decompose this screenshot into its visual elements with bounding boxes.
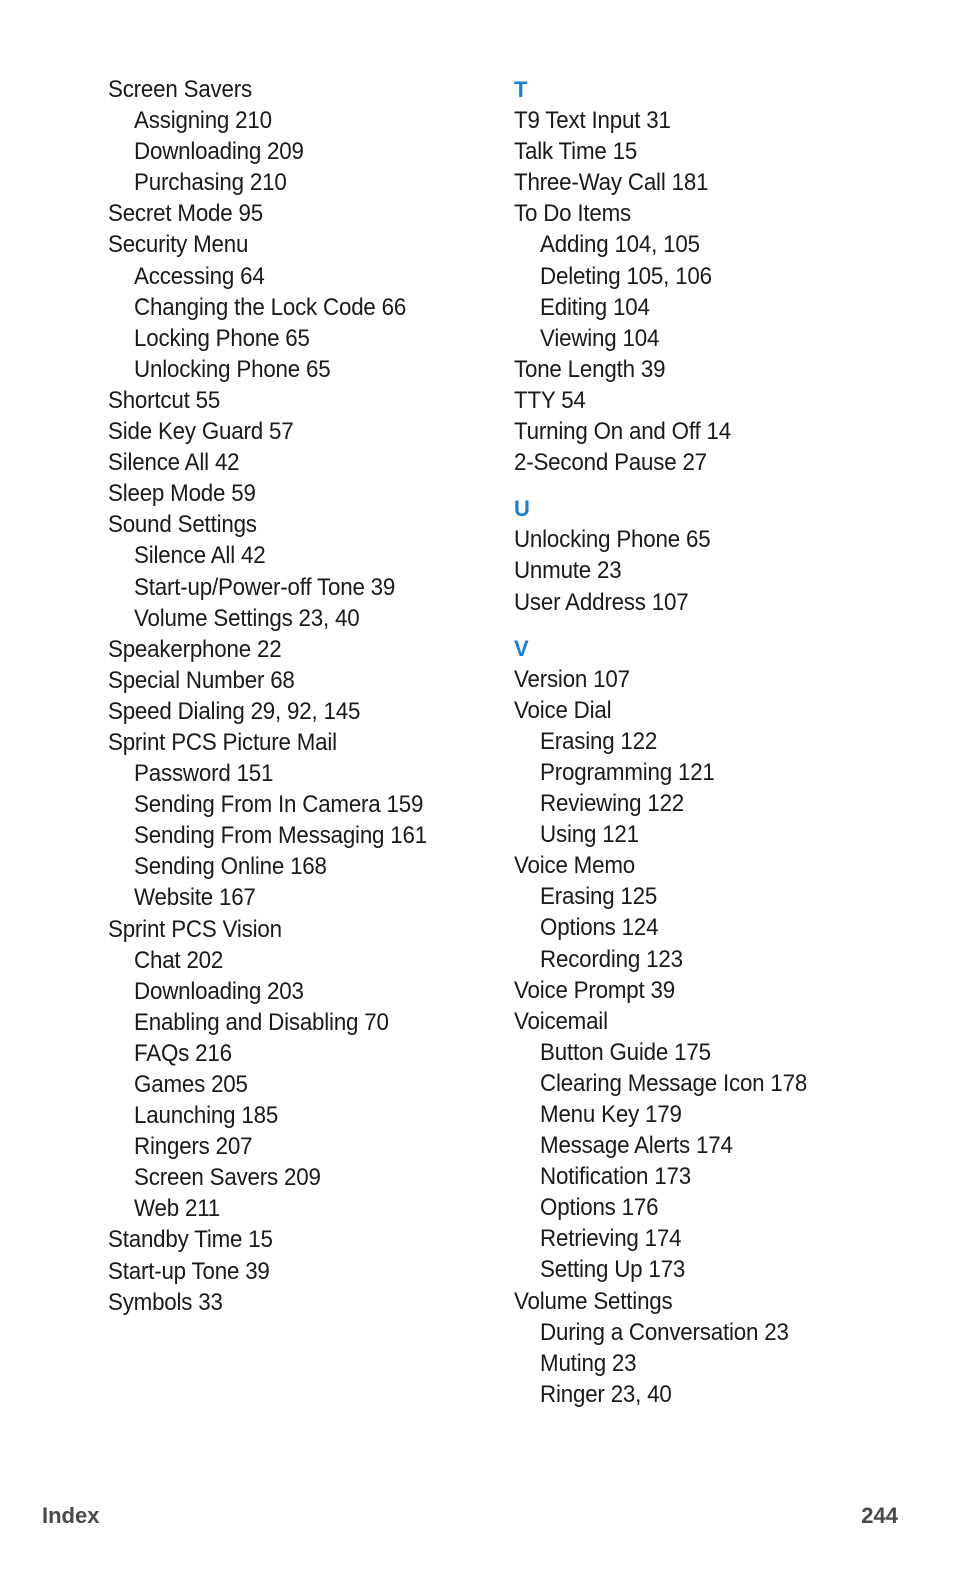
index-subentry: Setting Up 173: [540, 1256, 686, 1284]
index-subentry: Sending From In Camera 159: [134, 791, 424, 819]
index-subentry: Purchasing 210: [134, 169, 287, 197]
index-entry: Special Number 68: [108, 666, 295, 694]
index-subentry: Clearing Message Icon 178: [540, 1069, 808, 1097]
index-entry: Speakerphone 22: [108, 635, 282, 663]
index-subentry: Programming 121: [540, 758, 715, 786]
index-subentry: Start-up/Power-off Tone 39: [134, 573, 396, 601]
index-entry: Sprint PCS Picture Mail: [108, 728, 337, 756]
index-letter-heading: T: [514, 77, 528, 102]
index-subentry: Erasing 125: [540, 883, 658, 911]
index-subentry: Unlocking Phone 65: [134, 355, 331, 383]
index-subentry: Menu Key 179: [540, 1101, 682, 1128]
page-number: 244: [861, 1503, 898, 1528]
index-subentry: Reviewing 122: [540, 790, 685, 818]
index-subentry: Web 211: [134, 1195, 221, 1223]
index-entry: Symbols 33: [108, 1288, 223, 1316]
index-subentry: Chat 202: [134, 946, 224, 974]
index-entry: Voice Prompt 39: [514, 976, 675, 1004]
index-subentry: Muting 23: [540, 1349, 637, 1377]
index-entry: Sprint PCS Vision: [108, 915, 282, 943]
index-subentry: Retrieving 174: [540, 1225, 682, 1253]
index-entry: To Do Items: [514, 200, 632, 228]
index-entry: Talk Time 15: [514, 138, 638, 166]
index-subentry: Sending Online 168: [134, 853, 327, 881]
index-subentry: Password 151: [134, 760, 274, 788]
index-subentry: During a Conversation 23: [540, 1318, 789, 1346]
index-subentry: Recording 123: [540, 945, 683, 973]
index-column-left: [108, 74, 488, 1318]
index-entry: Sleep Mode 59: [108, 480, 256, 508]
index-subentry: Options 124: [540, 914, 659, 942]
index-entry: 2-Second Pause 27: [514, 449, 707, 477]
index-subentry: Silence All 42: [134, 542, 266, 570]
index-subentry: Locking Phone 65: [134, 324, 310, 352]
index-subentry: Using 121: [540, 821, 639, 849]
index-entry: T9 Text Input 31: [514, 107, 671, 135]
index-entry: Voice Dial: [514, 696, 612, 724]
index-subentry: Changing the Lock Code 66: [134, 293, 407, 321]
index-subentry: Downloading 209: [134, 138, 304, 166]
index-entry: Silence All 42: [108, 449, 240, 477]
index-entry: Tone Length 39: [514, 355, 666, 383]
index-subentry: Button Guide 175: [540, 1038, 711, 1066]
index-entry: Security Menu: [108, 231, 249, 259]
index-column-right: [514, 74, 914, 1410]
index-entry: Turning On and Off 14: [514, 418, 731, 446]
index-subentry: Website 167: [134, 884, 256, 912]
index-entry: Start-up Tone 39: [108, 1257, 270, 1285]
index-subentry: Launching 185: [134, 1102, 279, 1130]
index-entry: Unlocking Phone 65: [514, 526, 711, 554]
index-subentry: Notification 173: [540, 1163, 691, 1191]
index-subentry: Adding 104, 105: [540, 231, 700, 259]
section-spacer: [514, 478, 914, 493]
index-letter-heading: V: [514, 635, 529, 661]
index-subentry: Ringers 207: [134, 1133, 253, 1161]
index-subentry: FAQs 216: [134, 1039, 232, 1067]
index-subentry: Sending From Messaging 161: [134, 822, 427, 850]
index-subentry: Games 205: [134, 1071, 248, 1098]
index-subentry: Screen Savers 209: [134, 1164, 321, 1192]
footer-section-label: Index: [42, 1503, 100, 1528]
index-entry: Side Key Guard 57: [108, 418, 294, 446]
index-entry: Unmute 23: [514, 557, 622, 585]
index-subentry: Accessing 64: [134, 262, 265, 290]
index-subentry: Message Alerts 174: [540, 1132, 733, 1160]
index-subentry: Volume Settings 23, 40: [134, 604, 360, 632]
index-subentry: Deleting 105, 106: [540, 262, 712, 290]
index-entry: User Address 107: [514, 588, 689, 616]
index-subentry: Options 176: [540, 1194, 659, 1222]
index-entry: Screen Savers: [108, 76, 252, 103]
index-entry: Voice Memo: [514, 852, 635, 880]
index-subentry: Enabling and Disabling 70: [134, 1008, 389, 1036]
index-entry: Volume Settings: [514, 1287, 673, 1315]
index-subentry: Assigning 210: [134, 107, 272, 135]
index-entry: Voicemail: [514, 1007, 608, 1035]
index-letter-heading: U: [514, 496, 530, 522]
index-subentry: Editing 104: [540, 293, 650, 321]
index-entry: Standby Time 15: [108, 1226, 273, 1254]
index-entry: Version 107: [514, 665, 630, 693]
index-entry: Secret Mode 95: [108, 200, 263, 228]
index-subentry: Viewing 104: [540, 324, 660, 352]
index-entry: Three-Way Call 181: [514, 169, 709, 197]
index-entry: TTY 54: [514, 386, 586, 414]
index-subentry: Erasing 122: [540, 727, 658, 755]
index-entry: Sound Settings: [108, 511, 257, 539]
section-spacer: [514, 618, 914, 633]
index-entry: Shortcut 55: [108, 386, 221, 414]
index-entry: Speed Dialing 29, 92, 145: [108, 697, 361, 725]
index-subentry: Ringer 23, 40: [540, 1380, 672, 1408]
index-subentry: Downloading 203: [134, 977, 304, 1005]
